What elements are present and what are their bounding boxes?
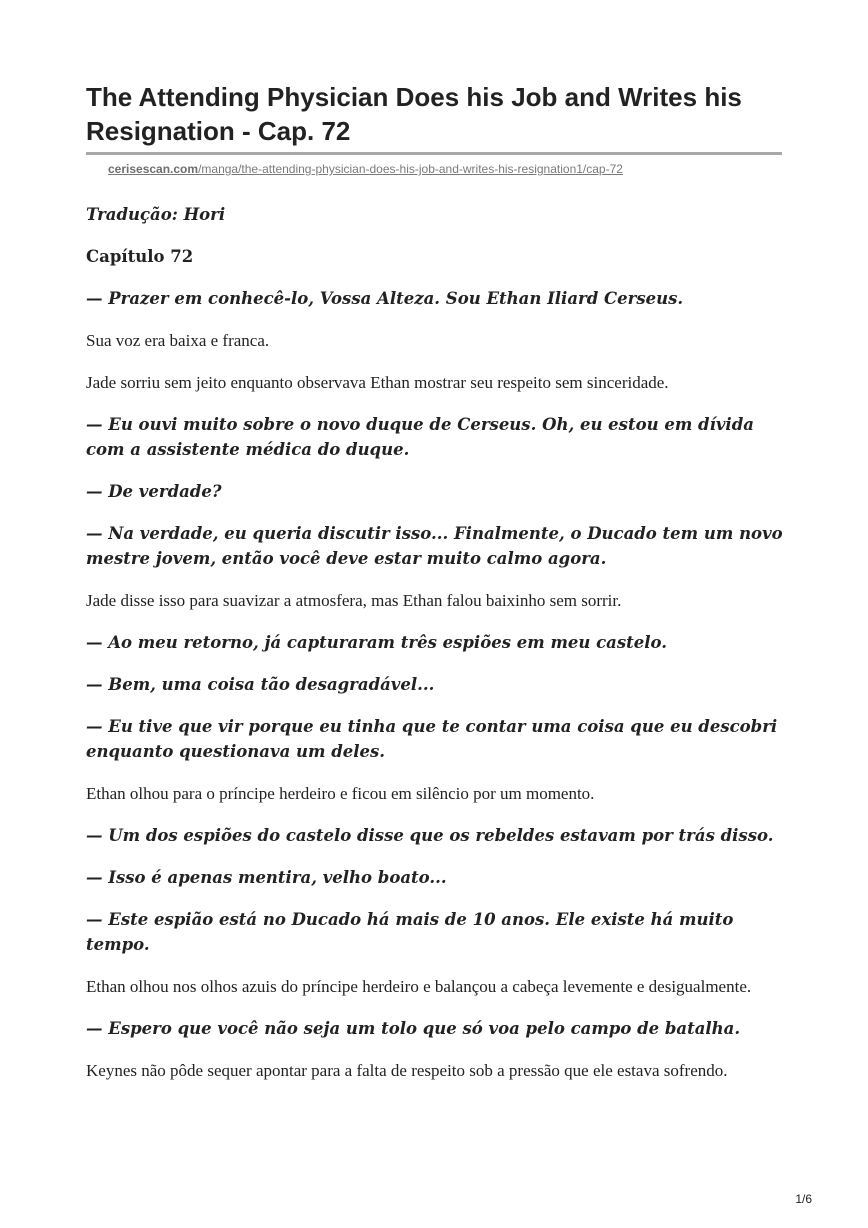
narration-paragraph: Jade disse isso para suavizar a atmosfera, mas Ethan falou baixinho sem sorrir. [86,591,622,610]
dialogue-paragraph: — Isso é apenas mentira, velho boato... [86,868,447,887]
page-number: 1/6 [795,1192,812,1206]
dialogue-paragraph: — Um dos espiões do castelo disse que os rebeldes estavam por trás disso. [86,826,774,845]
chapter-heading: Capítulo 72 [86,247,194,266]
title-divider [86,152,782,155]
document-title: The Attending Physician Does his Job and Writes his Resignation - Cap. 72 [86,82,742,146]
narration-paragraph: Sua voz era baixa e franca. [86,331,270,350]
dialogue-paragraph: — Bem, uma coisa tão desagradável... [86,675,435,694]
narration-paragraph: Keynes não pôde sequer apontar para a falta de respeito sob a pressão que ele estava sofrendo. [86,1061,728,1080]
dialogue-paragraph: — Na verdade, eu queria discutir isso... Finalmente, o Ducado tem um novo mestre jovem, então você deve estar muito calmo agora. [86,524,783,568]
narration-paragraph: Ethan olhou nos olhos azuis do príncipe herdeiro e balançou a cabeça levemente e desigualmente. [86,977,752,996]
dialogue-paragraph: — De verdade? [86,482,222,501]
source-link[interactable] [108,161,623,177]
source-domain: cerisescan.com [108,162,199,176]
dialogue-paragraph: — Eu tive que vir porque eu tinha que te contar uma coisa que eu descobri enquanto questionava um deles. [86,717,778,761]
dialogue-paragraph: — Este espião está no Ducado há mais de 10 anos. Ele existe há muito tempo. [86,910,734,954]
chapter-body [86,202,786,1100]
translation-credit: Tradução: Hori [86,205,226,224]
dialogue-paragraph: — Prazer em conhecê-lo, Vossa Alteza. Sou Ethan Iliard Cerseus. [86,289,684,308]
narration-paragraph: Ethan olhou para o príncipe herdeiro e ficou em silêncio por um momento. [86,784,595,803]
dialogue-paragraph: — Ao meu retorno, já capturaram três espiões em meu castelo. [86,633,668,652]
dialogue-paragraph: — Espero que você não seja um tolo que só voa pelo campo de batalha. [86,1019,741,1038]
narration-paragraph: Jade sorriu sem jeito enquanto observava Ethan mostrar seu respeito sem sinceridade. [86,373,669,392]
dialogue-paragraph: — Eu ouvi muito sobre o novo duque de Cerseus. Oh, eu estou em dívida com a assistente médica do duque. [86,415,754,459]
source-path: /manga/the-attending-physician-does-his-job-and-writes-his-resignation1/cap-72 [198,162,623,176]
